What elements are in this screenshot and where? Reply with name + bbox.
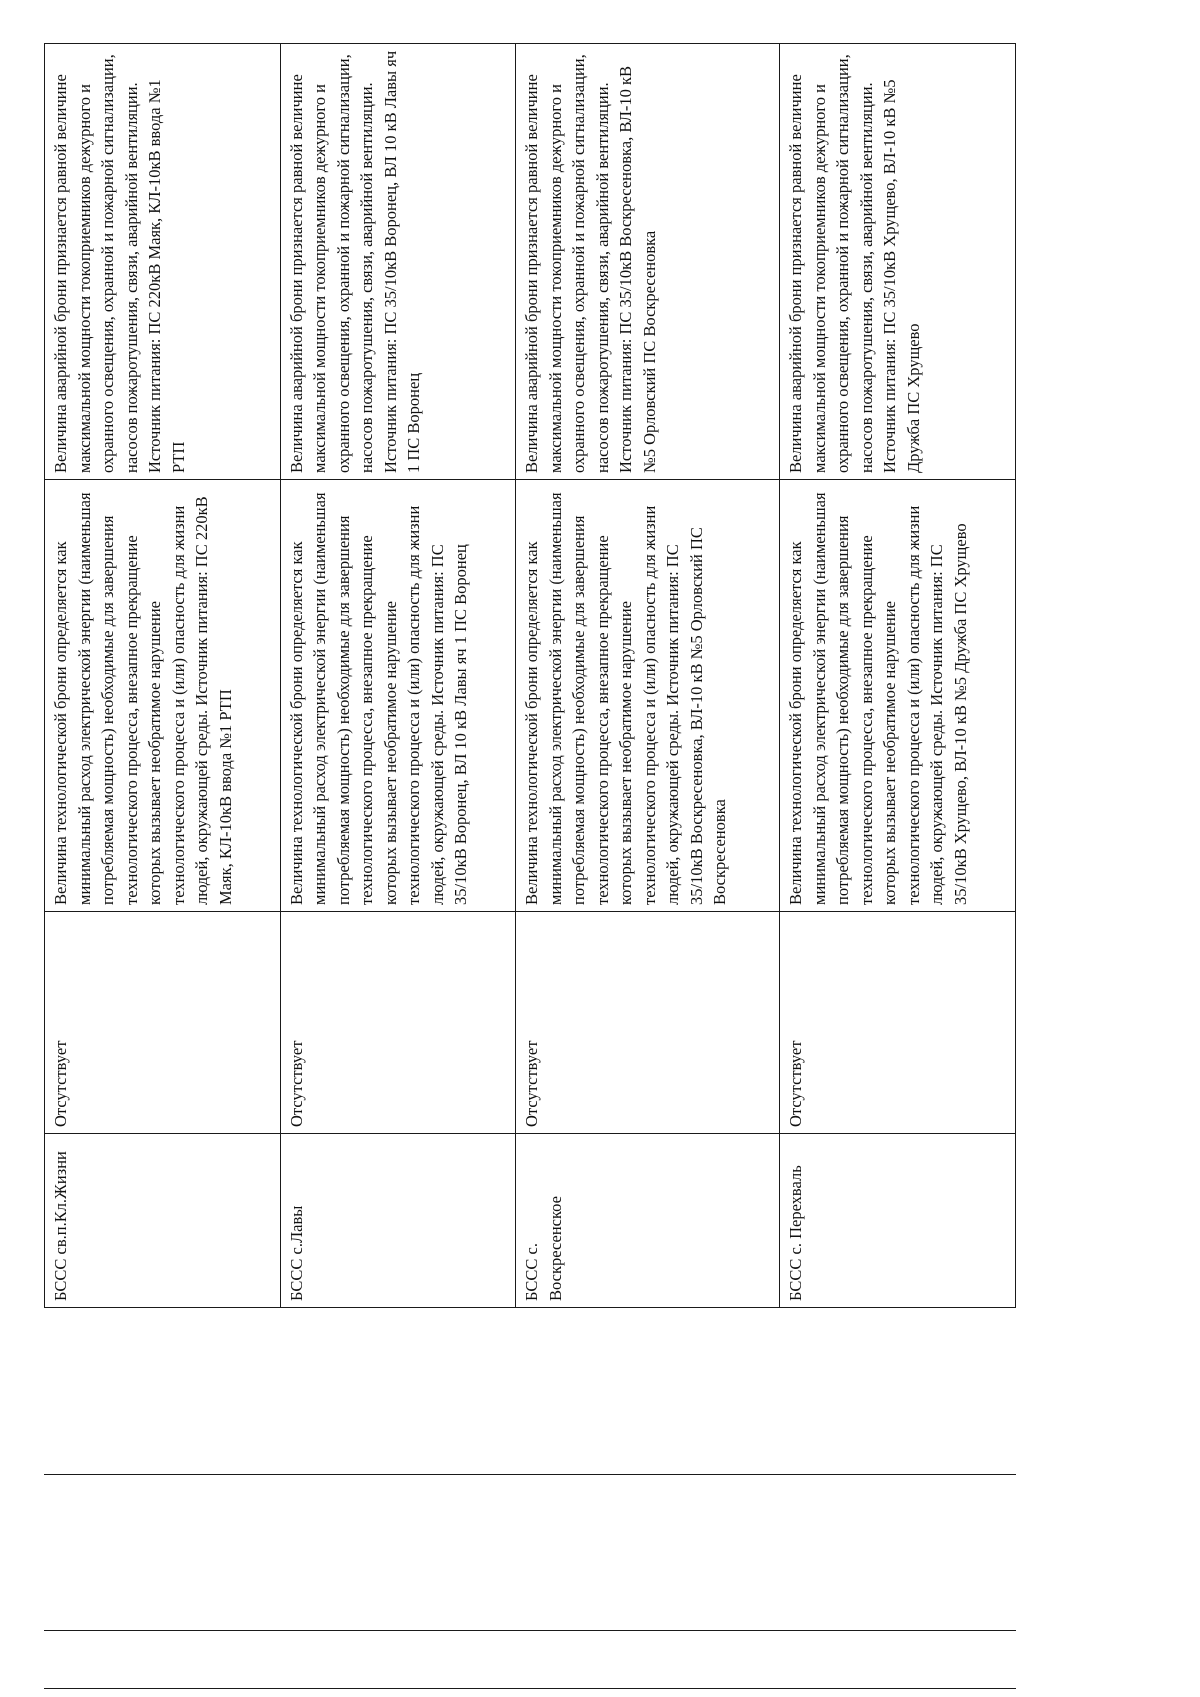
emergency-reserve-cell: Величина аварийной брони признается равной величине максимальной мощности токоприемников дежурного и охранного освещения, охранной и пожарной сигнализации, насосов пожаротушения, связи, аварийной вентиляции. Источник питания: ПС 35/10кВ Хрущево, ВЛ-10 кВ №5 Дружба ПС Хрущево xyxy=(780,44,1016,480)
emergency-reserve-cell: Величина аварийной брони признается равной величине максимальной мощности токоприемников дежурного и охранного освещения, охранной и пожарной сигнализации, насосов пожаротушения, связи, аварийной вентиляции. Источник питания: ПС 35/10кВ Воронец, ВЛ 10 кВ Лавы яч 1 ПС Воронец xyxy=(280,44,516,480)
table-row xyxy=(45,44,281,1308)
table-row xyxy=(516,44,780,1308)
object-name-cell: БССС св.п.Кл.Жизни xyxy=(45,1134,281,1308)
emergency-reserve-cell: Величина аварийной брони признается равной величине максимальной мощности токоприемников дежурного и охранного освещения, охранной и пожарной сигнализации, насосов пожаротушения, связи, аварийной вентиляции. Источник питания: ПС 220кВ Маяк, КЛ-10кВ ввода №1 РТП xyxy=(45,44,281,480)
horizontal-rule xyxy=(44,1474,1016,1475)
tech-reserve-cell: Величина технологической брони определяется как минимальный расход электрической энергии (наименьшая потребляемая мощность) необходимые для завершения технологического процесса, внезапное прекращение которых вызывает необратимое нарушение технологического процесса и (или) опасность для жизни людей, окружающей среды. Источник питания: ПС 35/10кВ Воронец, ВЛ 10 кВ Лавы яч 1 ПС Воронец xyxy=(280,480,516,912)
status-cell: Отсутствует xyxy=(780,912,1016,1134)
horizontal-rule xyxy=(44,1688,1016,1689)
tech-reserve-cell: Величина технологической брони определяется как минимальный расход электрической энергии (наименьшая потребляемая мощность) необходимые для завершения технологического процесса, внезапное прекращение которых вызывает необратимое нарушение технологического процесса и (или) опасность для жизни людей, окружающей среды. Источник питания: ПС 35/10кВ Хрущево, ВЛ-10 кВ №5 Дружба ПС Хрущево xyxy=(780,480,1016,912)
tech-reserve-cell: Величина технологической брони определяется как минимальный расход электрической энергии (наименьшая потребляемая мощность) необходимые для завершения технологического процесса, внезапное прекращение которых вызывает необратимое нарушение технологического процесса и (или) опасность для жизни людей, окружающей среды. Источник питания: ПС 35/10кВ Воскресеновка, ВЛ-10 кВ №5 Орловский ПС Воскресеновка xyxy=(516,480,780,912)
object-name-cell: БССС с. Перехваль xyxy=(780,1134,1016,1308)
object-name-cell: БССС с.Лавы xyxy=(280,1134,516,1308)
object-name-cell: БССС с. Воскресенское xyxy=(516,1134,780,1308)
status-cell: Отсутствует xyxy=(45,912,281,1134)
tech-reserve-cell: Величина технологической брони определяется как минимальный расход электрической энергии (наименьшая потребляемая мощность) необходимые для завершения технологического процесса, внезапное прекращение которых вызывает необратимое нарушение технологического процесса и (или) опасность для жизни людей, окружающей среды. Источник питания: ПС 220кВ Маяк, КЛ-10кВ ввода №1 РТП xyxy=(45,480,281,912)
horizontal-rule xyxy=(44,1630,1016,1631)
status-cell: Отсутствует xyxy=(280,912,516,1134)
rotated-table-container xyxy=(44,44,1016,1308)
status-cell: Отсутствует xyxy=(516,912,780,1134)
reserve-table xyxy=(44,43,1016,1308)
table-row xyxy=(780,44,1016,1308)
emergency-reserve-cell: Величина аварийной брони признается равной величине максимальной мощности токоприемников дежурного и охранного освещения, охранной и пожарной сигнализации, насосов пожаротушения, связи, аварийной вентиляции. Источник питания: ПС 35/10кВ Воскресеновка, ВЛ-10 кВ №5 Орловский ПС Воскресеновка xyxy=(516,44,780,480)
table-row xyxy=(280,44,516,1308)
